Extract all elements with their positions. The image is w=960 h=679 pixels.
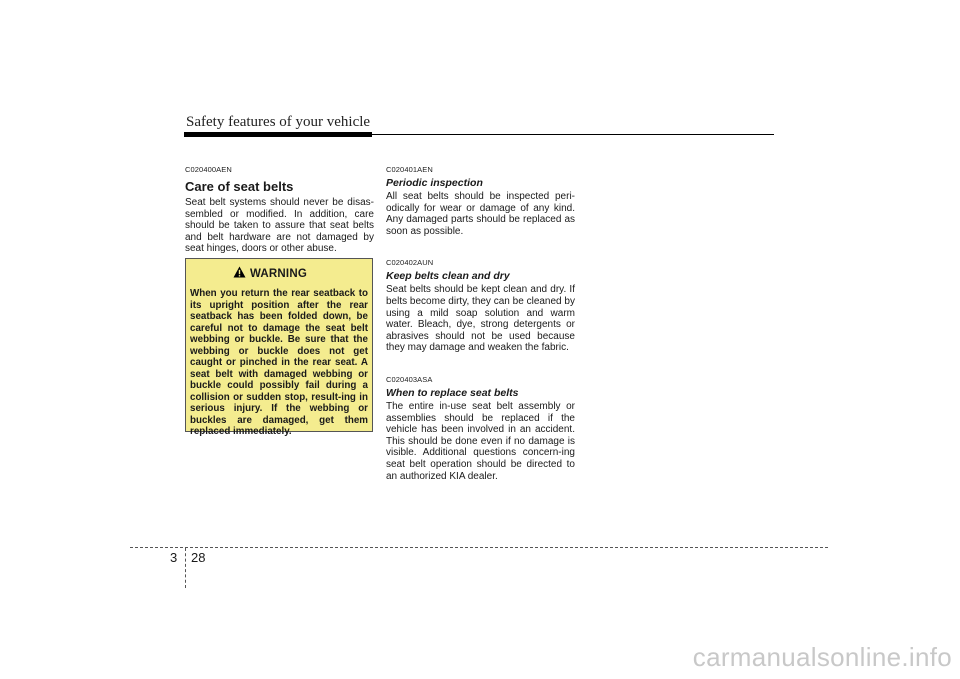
section-heading: When to replace seat belts (386, 386, 519, 399)
chapter-number: 3 (170, 550, 178, 565)
section-body: Seat belt systems should never be disas-sembled or modified. In addition, care should be taken to assure that seat belts and belt hardware are not damaged by seat hinges, doors or other abuse. (185, 197, 374, 255)
right-column (386, 165, 575, 482)
header-rule-thick (184, 132, 372, 137)
warning-box (185, 258, 373, 437)
section-code: C020401AEN (386, 165, 433, 174)
page-header-title: Safety features of your vehicle (186, 114, 371, 130)
footer-divider (185, 548, 186, 588)
section-code: C020402AUN (386, 258, 434, 268)
section-heading: Periodic inspection (386, 177, 483, 189)
page-number: 28 (191, 550, 206, 565)
warning-triangle-icon (233, 265, 246, 283)
section-body: All seat belts should be inspected peri-odically for wear or damage of any kind. Any damaged parts should be replaced as soon as possible. (386, 191, 575, 237)
warning-header (172, 265, 368, 283)
section-code: C020403ASA (386, 374, 433, 384)
section-heading: Care of seat belts (185, 179, 294, 194)
footer-rule (130, 547, 828, 548)
header-rule-thin (372, 134, 774, 135)
warning-text: When you return the rear seatback to its upright position after the rear seatback has been folded down, be careful not to damage the seat belt webbing or buckle. Be sure that the webbing or buckle does not get caught or pinched in the rear seat. A seat belt with damaged webbing or buckle could possibly fail during a collision or sudden stop, result-ing in serious injury. If the webbing or buckles are damaged, get them replaced immediately. (190, 288, 368, 437)
warning-title: WARNING (250, 268, 307, 280)
section-body: Seat belts should be kept clean and dry. If belts become dirty, they can be cleaned by using a mild soap solution and warm water. Bleach, dye, strong detergents or abrasives should not be used because they may damage and weaken the fabric. (386, 284, 575, 354)
left-column (185, 165, 374, 255)
section-heading: Keep belts clean and dry (386, 270, 510, 283)
section-body: The entire in-use seat belt assembly or assemblies should be replaced if the vehicle has been involved in an accident. This should be done even if no damage is visible. Additional questions concern-ing seat belt operation should be directed to an authorized KIA dealer. (386, 400, 575, 482)
section-code: C020400AEN (185, 165, 232, 174)
watermark-link[interactable]: carmanualsonline.info (692, 642, 952, 672)
